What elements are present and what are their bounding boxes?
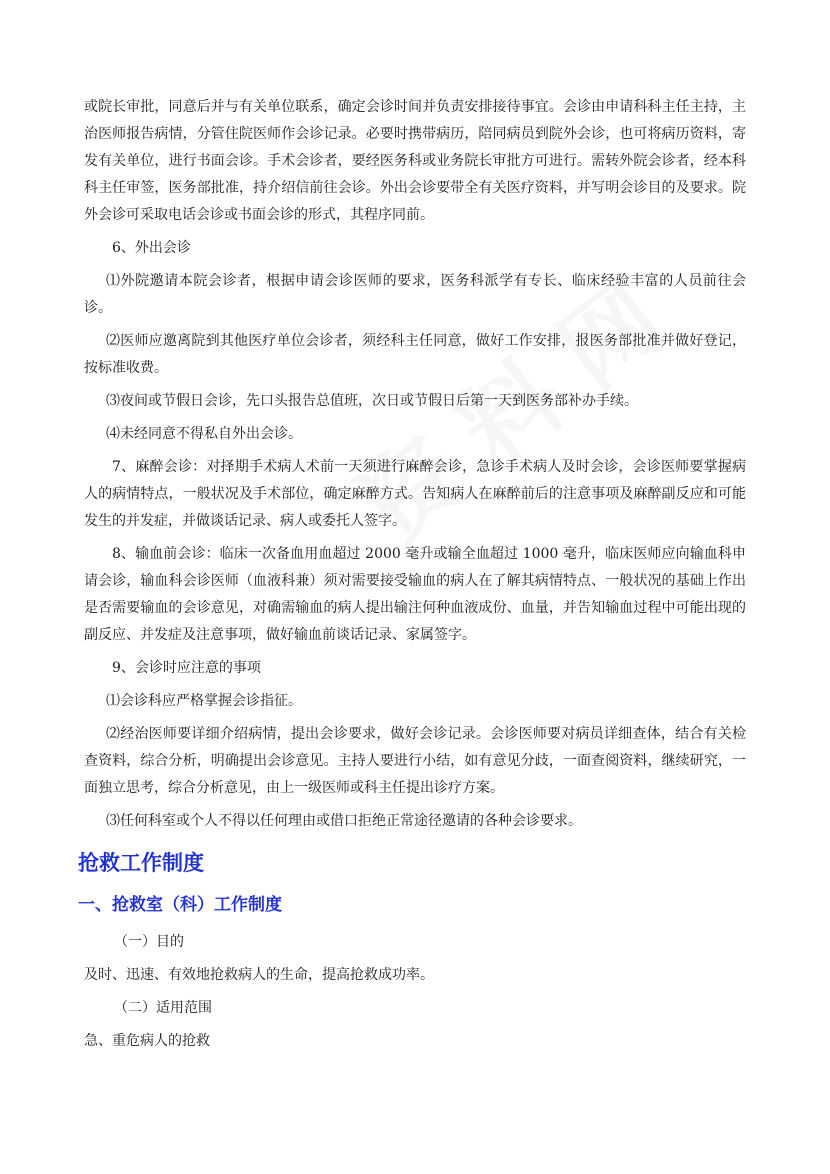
- section-6-item-4: ⑷未经同意不得私自外出会诊。: [106, 426, 302, 442]
- section-6-item-1: ⑴外院邀请本院会诊者，根据申请会诊医师的要求，医务科派学有专长、临床经验丰富的人员前往会诊。: [84, 273, 746, 316]
- section-title: 一、抢救室（科）工作制度: [78, 895, 282, 915]
- section-9-item-1: ⑴会诊科应严格掌握会诊指征。: [106, 693, 302, 709]
- section-8-paragraph: 8、输血前会诊：临床一次备血用血超过 2000 毫升或输全血超过 1000 毫升，临床医师应向输血科申请会诊，输血科会诊医师（血液科兼）须对需要接受输血的病人在了解其病情特点、一般状况的基础上作出是否需要输血的会诊意见，对确需输血的病人提出输注何种血液成份、血量，并告知输血过程中可能出现的副反应、并发症及注意事项，做好输血前谈话记录、家属签字。: [84, 546, 746, 643]
- section-7-paragraph: 7、麻醉会诊：对择期手术病人术前一天须进行麻醉会诊，急诊手术病人及时会诊，会诊医师要掌握病人的病情特点，一般状况及手术部位，确定麻醉方式。告知病人在麻醉前后的注意事项及麻醉副反应和可能发生的并发症，并做谈话记录、病人或委托人签字。: [84, 459, 746, 529]
- subsection-2-text: 急、重危病人的抢救: [84, 1033, 210, 1049]
- document-page: [78, 94, 746, 1061]
- section-9-item-3: ⑶任何科室或个人不得以任何理由或借口拒绝正常途径邀请的各种会诊要求。: [106, 813, 582, 829]
- paragraph-intro: 或院长审批，同意后并与有关单位联系，确定会诊时间并负责安排接待事宜。会诊由申请科科主任主持，主治医师报告病情，分管住院医师作会诊记录。必要时携带病历，陪同病员到院外会诊，也可将病历资料，寄发有关单位，进行书面会诊。手术会诊者，要经医务科或业务院长审批方可进行。需转外院会诊者，经本科科主任审签，医务部批准，持介绍信前往会诊。外出会诊要带全有关医疗资料，并写明会诊目的及要求。院外会诊可采取电话会诊或书面会诊的形式，其程序同前。: [84, 99, 746, 223]
- section-6-item-2: ⑵医师应邀离院到其他医疗单位会诊者，须经科主任同意，做好工作安排，报医务部批准并做好登记，按标准收费。: [84, 333, 746, 376]
- section-9-heading: 9、会诊时应注意的事项: [112, 660, 261, 676]
- chapter-title: 抢救工作制度: [78, 851, 204, 875]
- section-9-item-2: ⑵经治医师要详细介绍病情，提出会诊要求，做好会诊记录。会诊医师要对病员详细查体，结合有关检查资料，综合分析，明确提出会诊意见。主持人要进行小结，如有意见分歧，一面查阅资料，继续研究，一面独立思考，综合分析意见，由上一级医师或科主任提出诊疗方案。: [84, 726, 746, 796]
- subsection-1-label: （一）目的: [114, 934, 184, 950]
- section-6-item-3: ⑶夜间或节假日会诊，先口头报告总值班，次日或节假日后第一天到医务部补办手续。: [106, 393, 638, 409]
- subsection-1-text: 及时、迅速、有效地抢救病人的生命，提高抢救成功率。: [84, 967, 434, 983]
- section-6-heading: 6、外出会诊: [112, 240, 191, 256]
- subsection-2-label: （二）适用范围: [114, 1000, 212, 1016]
